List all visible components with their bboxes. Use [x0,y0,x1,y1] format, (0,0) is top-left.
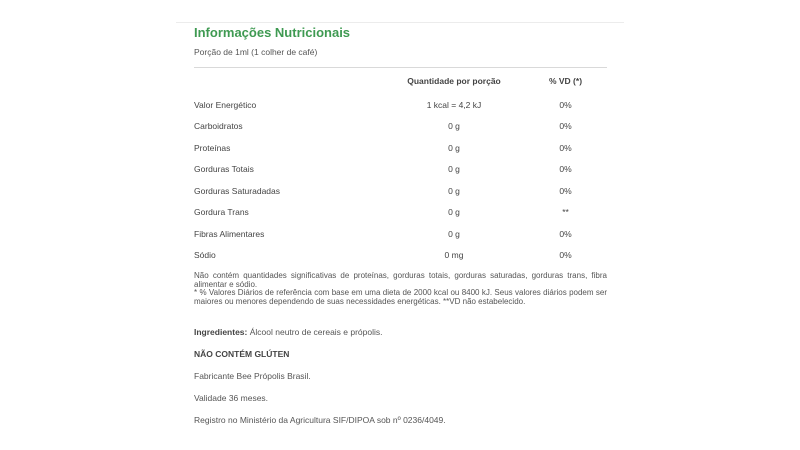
header-vd: % VD (*) [548,76,583,86]
header-quantity: Quantidade por porção [407,76,501,86]
portion-text: Porção de 1ml (1 colher de café) [194,47,607,68]
nutrient-vd: 0% [559,228,572,239]
validity-text: Validade 36 meses. [194,393,269,403]
nutrient-name: Gordura Trans [194,207,249,218]
nutrient-vd: 0% [559,99,572,110]
footnote-daily-values: * % Valores Diários de referência com base em uma dieta de 2000 kcal ou 8400 kJ. Seus valores diários podem ser maiores ou menores dependendo de suas necessidades energéticas. **VD não estabelecido. [194,288,607,306]
nutrient-name: Fibras Alimentares [194,228,265,239]
nutrient-vd: ** [562,207,569,218]
nutrient-name: Gorduras Totais [194,164,254,175]
product-info [194,0,608,450]
nutrient-vd: 0% [559,142,572,153]
nutrient-quantity: 0 mg [444,250,464,261]
nutrient-quantity: 0 g [448,207,460,218]
nutrient-name: Gorduras Saturadadas [194,185,280,196]
nutrient-vd: 0% [559,250,572,261]
footnote-significance: Não contém quantidades significativas de proteínas, gorduras totais, gorduras saturadas, gorduras trans, fibra alimentar e sódio. [194,271,607,289]
ingredients-line [194,327,383,338]
nutrient-quantity: 0 g [448,228,460,239]
nutrient-vd: 0% [559,121,572,132]
ingredients-label: Ingredientes: [194,327,248,337]
registry-text: Registro no Ministério da Agricultura SIF/DIPOA sob nº 0236/4049. [194,415,446,425]
nutrient-quantity: 0 g [448,164,460,175]
nutrient-quantity: 0 g [448,121,460,132]
nutrient-vd: 0% [559,164,572,175]
gluten-notice: NÃO CONTÉM GLÚTEN [194,349,290,359]
nutrient-quantity: 0 g [448,185,460,196]
ingredients-text: Álcool neutro de cereais e própolis. [247,327,383,337]
nutrient-name: Sódio [194,250,216,261]
nutrient-vd: 0% [559,185,572,196]
section-title: Informações Nutricionais [194,25,351,40]
nutrient-name: Carboidratos [194,121,243,132]
nutrient-name: Proteínas [194,142,231,153]
nutrient-name: Valor Energético [194,99,257,110]
manufacturer-text: Fabricante Bee Própolis Brasil. [194,371,311,381]
nutrient-quantity: 1 kcal = 4,2 kJ [426,99,482,110]
nutrient-quantity: 0 g [448,142,460,153]
